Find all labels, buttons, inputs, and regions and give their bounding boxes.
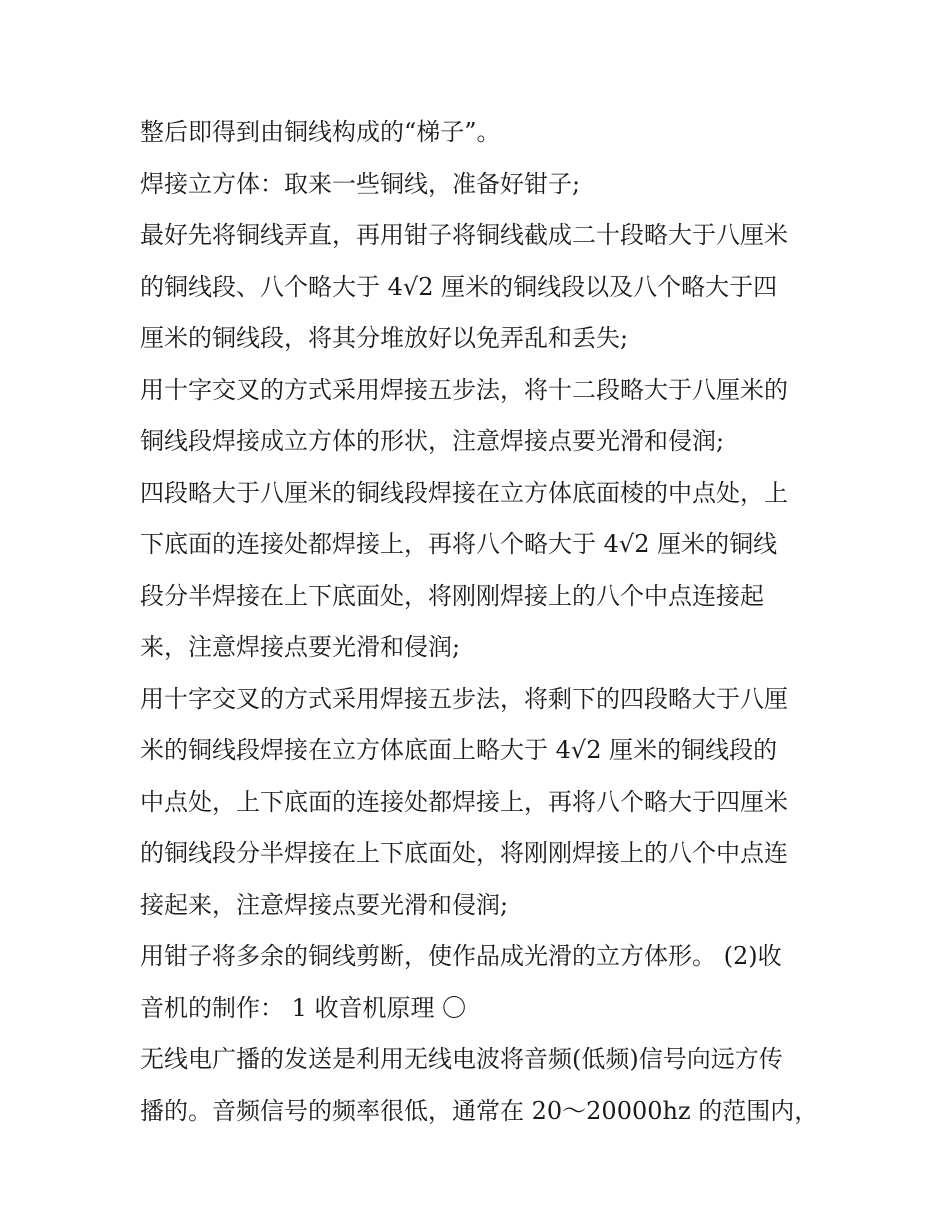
text-line: 用十字交叉的方式采用焊接五步法，将剩下的四段略大于八厘 <box>140 684 788 713</box>
text-line: 无线电广播的发送是利用无线电波将音频(低频)信号向远方传 <box>140 1045 783 1073</box>
text-line: 播的。音频信号的频率很低，通常在 20～20000hz 的范围内， <box>140 1096 819 1125</box>
text-line: 的铜线段分半焊接在上下底面处，将刚刚焊接上的八个中点连 <box>140 839 788 867</box>
text-line: 用钳子将多余的铜线剪断，使作品成光滑的立方体形。 (2)收 <box>140 942 782 970</box>
text-line: 下底面的连接处都焊接上，再将八个略大于 4√2 厘米的铜线 <box>140 530 778 558</box>
text-line: 焊接立方体：取来一些铜线，准备好钳子; <box>140 169 581 198</box>
paragraph <box>140 468 820 674</box>
text-line: 最好先将铜线弄直，再用钳子将铜线截成二十段略大于八厘米 <box>140 221 788 249</box>
text-line: 整后即得到由铜线构成的“梯子”。 <box>140 118 501 146</box>
paragraph <box>140 210 820 365</box>
text-line: 铜线段焊接成立方体的形状，注意焊接点要光滑和侵润; <box>140 427 725 455</box>
text-line: 接起来，注意焊接点要光滑和侵润; <box>140 890 509 919</box>
text-line: 厘米的铜线段，将其分堆放好以免弄乱和丢失; <box>140 324 629 352</box>
paragraph <box>140 1034 820 1137</box>
text-line: 四段略大于八厘米的铜线段焊接在立方体底面棱的中点处，上 <box>140 478 788 507</box>
text-line: 段分半焊接在上下底面处，将刚刚焊接上的八个中点连接起 <box>140 581 764 610</box>
text-line: 的铜线段、八个略大于 4√2 厘米的铜线段以及八个略大于四 <box>140 272 778 301</box>
paragraph <box>140 107 820 159</box>
text-line: 米的铜线段焊接在立方体底面上略大于 4√2 厘米的铜线段的 <box>140 736 778 764</box>
text-line: 来，注意焊接点要光滑和侵润; <box>140 633 461 661</box>
text-line: 用十字交叉的方式采用焊接五步法，将十二段略大于八厘米的 <box>140 375 788 404</box>
document-body <box>140 107 820 1137</box>
text-line: 音机的制作： 1 收音机原理 〇 <box>140 993 467 1022</box>
paragraph <box>140 159 820 211</box>
paragraph <box>140 931 820 1034</box>
paragraph <box>140 365 820 468</box>
text-line: 中点处，上下底面的连接处都焊接上，再将八个略大于四厘米 <box>140 787 788 816</box>
paragraph <box>140 674 820 932</box>
